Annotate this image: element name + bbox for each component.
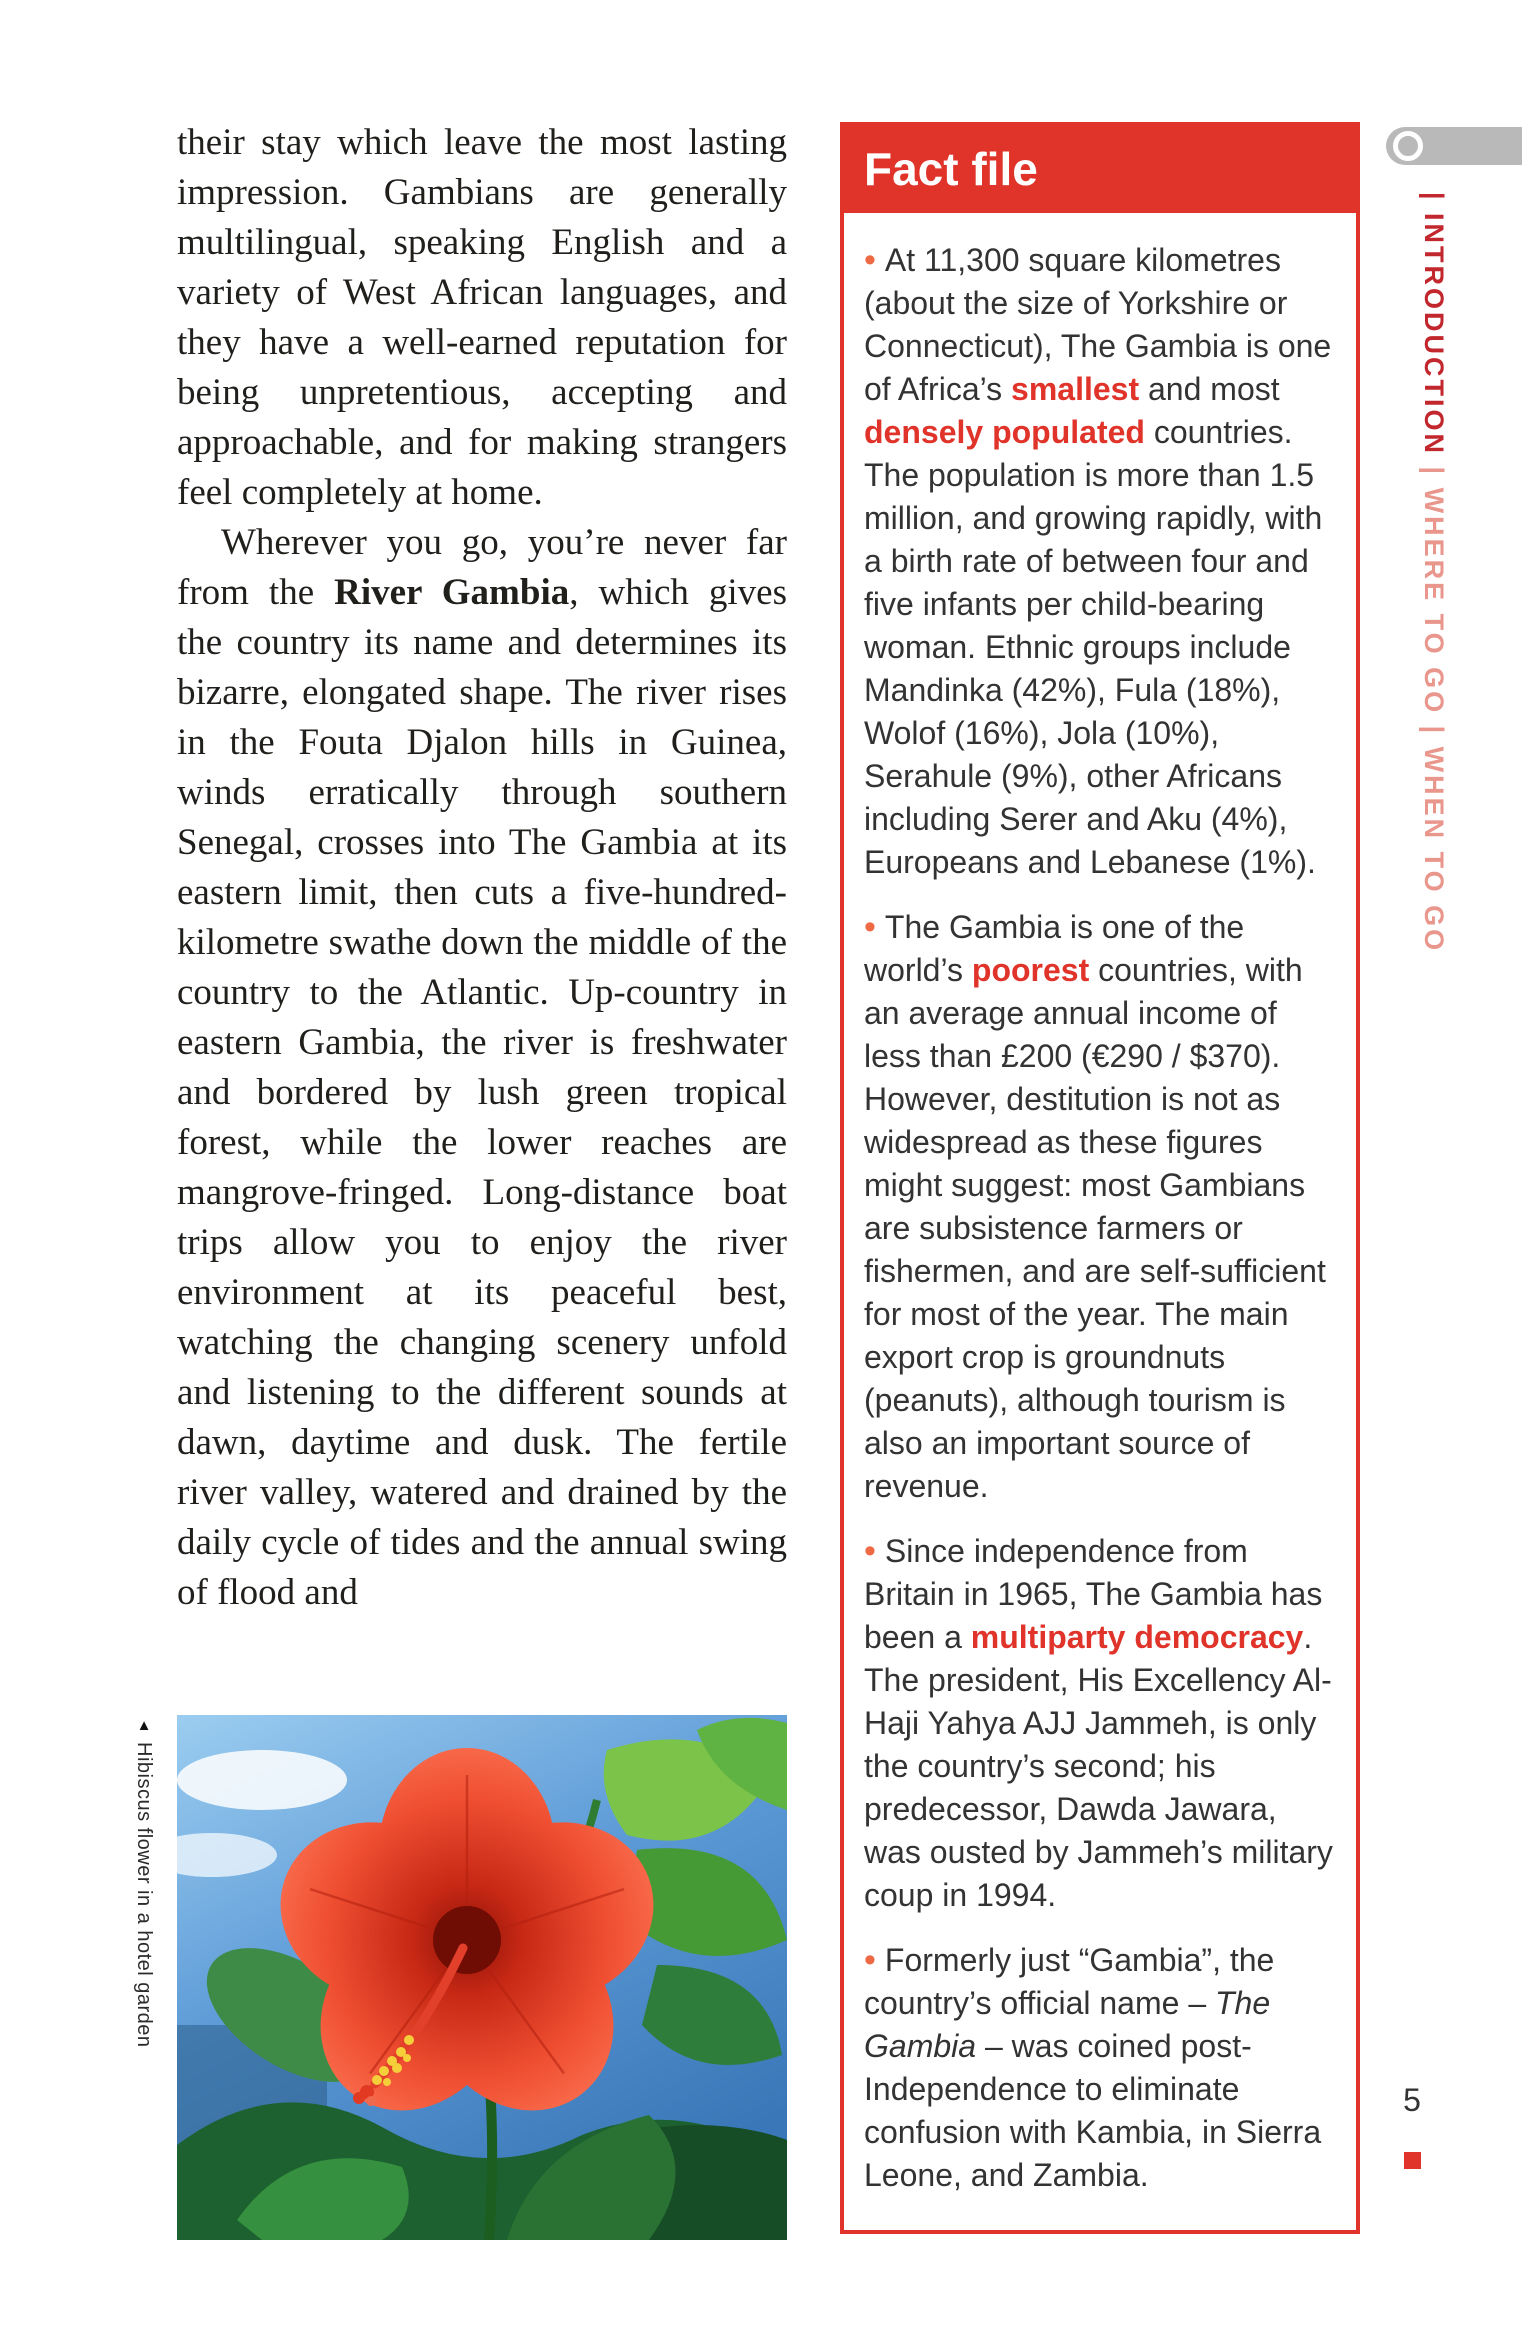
body-text-column — [177, 118, 787, 1618]
body-paragraph-1: their stay which leave the most lasting impression. Gambians are generally multilingual, speaking English and a variety of West African languages, and they have a well-earned reputation for being unpretentious, accepting and approachable, and for making strangers feel completely at home. — [177, 122, 787, 513]
sidebar-trail-label: | WHERE TO GO | WHEN TO GO — [1419, 466, 1449, 954]
fact-file-bullet-2-text: The Gambia is one of the world’s poorest countries, with an average annual income of less than £200 (€290 / $370). However, destitution is not as widespread as these figures might suggest: most Gambians are subsistence farmers or fishermen, and are self-sufficient for most of the year. The main export crop is groundnuts (peanuts), although tourism is also an important source of revenue. — [864, 909, 1326, 1504]
bullet-icon: • — [864, 241, 876, 279]
page-number: 5 — [1403, 2082, 1421, 2118]
fact-file-box — [840, 122, 1360, 2234]
photo-caption-text: Hibiscus flower in a hotel garden — [133, 1742, 155, 2048]
fact-file-body — [844, 213, 1356, 2217]
hibiscus-flower-image — [177, 1715, 787, 2240]
fact-file-bullet-3-text: Since independence from Britain in 1965, The Gambia has been a multiparty democracy. The president, His Excellency Al-Haji Yahya AJJ Jammeh, is only the country’s second; his predecessor, Dawda Jawara, was ousted by Jammeh’s military coup in 1994. — [864, 1533, 1333, 1913]
fact-file-bullet-2 — [864, 906, 1338, 1508]
corner-square-marker — [1404, 2152, 1421, 2169]
fact-file-header — [844, 126, 1356, 213]
fact-file-bullet-4 — [864, 1939, 1338, 2197]
fact-file-bullet-4-text: Formerly just “Gambia”, the country’s official name – The Gambia – was coined post-Independence to eliminate confusion with Kambia, in Sierra Leone, and Zambia. — [864, 1942, 1322, 2193]
bullet-icon: • — [864, 1532, 876, 1570]
fact-file-bullet-3 — [864, 1530, 1338, 1917]
fact-file-bullet-1-text: At 11,300 square kilometres (about the size of Yorkshire or Connecticut), The Gambia is one of Africa’s smallest and most densely populated countries. The population is more than 1.5 million, and growing rapidly, with a birth rate of between four and five infants per child-bearing woman. Ethnic groups include Mandinka (42%), Fula (18%), Wolof (16%), Jola (10%), Serahule (9%), other Africans including Serer and Aku (4%), Europeans and Lebanese (1%). — [864, 242, 1332, 880]
sidebar-section-label: | INTRODUCTION — [1419, 192, 1449, 467]
bullet-icon: • — [864, 908, 876, 946]
ring-icon — [1393, 131, 1423, 161]
hibiscus-photo — [177, 1715, 787, 2240]
fact-file-bullet-1 — [864, 239, 1338, 884]
bullet-icon: • — [864, 1941, 876, 1979]
body-paragraph-2: Wherever you go, you’re never far from the River Gambia, which gives the country its name and determines its bizarre, elongated shape. The river rises in the Fouta Djalon hills in Guinea, winds erratically through southern Senegal, crosses into The Gambia at its eastern limit, then cuts a five-hundred-kilometre swathe down the middle of the country to the Atlantic. Up-country in eastern Gambia, the river is freshwater and bordered by lush green tropical forest, while the lower reaches are mangrove-fringed. Long-distance boat trips allow you to enjoy the river environment at its peaceful best, watching the changing scenery unfold and listening to the different sounds at dawn, daytime and dusk. The fertile river valley, watered and drained by the daily cycle of tides and the annual swing of flood and — [177, 522, 788, 1613]
sidebar-section-rail — [1414, 192, 1454, 1292]
fact-file-title: Fact file — [864, 143, 1038, 195]
photo-caption — [126, 1718, 162, 2243]
caption-triangle-icon: ▲ — [136, 1717, 152, 1734]
